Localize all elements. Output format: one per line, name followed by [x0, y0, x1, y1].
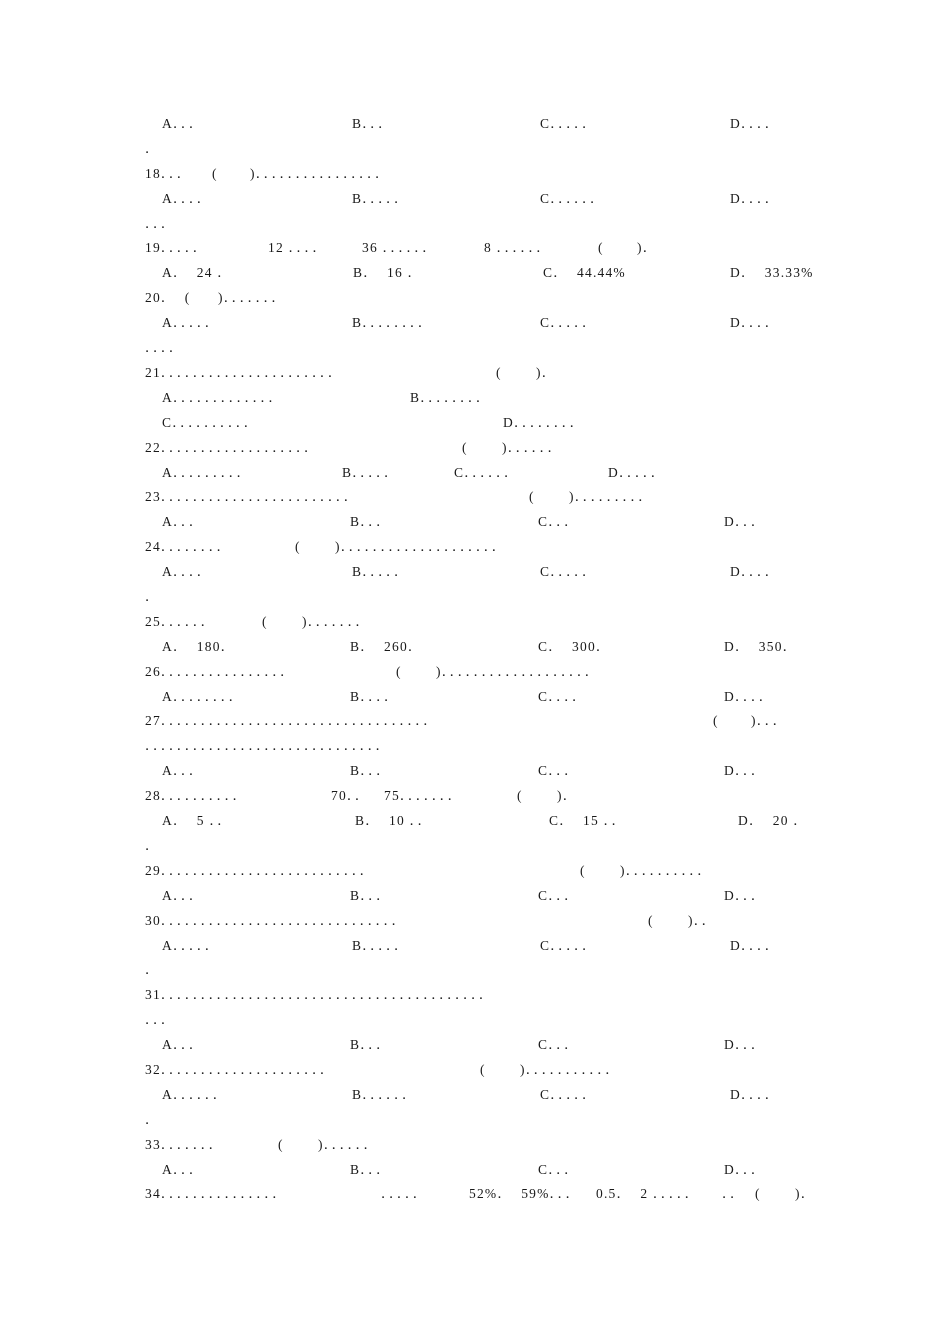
text-l44-cell-3: 0.5． 2 ．．．．．: [596, 1186, 700, 1201]
text-l24-cell-2: C．．．．: [538, 689, 587, 704]
text-l06-cell-1: 12 ．．．．: [268, 240, 328, 255]
text-l24-cell-3: D．．．．: [724, 689, 774, 704]
text-l43-cell-0: A．．．: [162, 1162, 204, 1177]
text-l11-cell-1: (: [496, 365, 502, 380]
text-l09-cell-3: D．．．．: [730, 315, 780, 330]
text-l44-cell-5: (: [755, 1186, 761, 1201]
text-l22-cell-1: B． 260．: [350, 639, 423, 654]
text-l34-cell-2: C．．．．．: [540, 938, 597, 953]
text-l18-cell-0: 24．．．．．．．．: [145, 539, 232, 554]
text-l04-cell-1: B．．．．．: [352, 191, 409, 206]
text-l31-cell-2: )．．．．．．．．．．: [620, 863, 712, 878]
text-l16-cell-1: (: [529, 489, 535, 504]
text-l22-cell-2: C． 300．: [538, 639, 611, 654]
text-l23-cell-0: 26．．．．．．．．．．．．．．．．: [145, 664, 295, 679]
text-l40-cell-1: B．．．．．．: [352, 1087, 417, 1102]
text-l01-cell-2: C．．．．．: [540, 116, 597, 131]
text-l07-cell-3: D． 33.33%: [730, 265, 814, 280]
text-l41-cell-0: ．: [145, 1112, 160, 1127]
text-l24-cell-0: A．．．．．．．．: [162, 689, 244, 704]
text-l19-cell-0: A．．．．: [162, 564, 212, 579]
text-l44-cell-0: 34．．．．．．．．．．．．．．．: [145, 1186, 287, 1201]
text-l25-cell-0: 27．．．．．．．．．．．．．．．．．．．．．．．．．．．．．．．．．．: [145, 713, 438, 728]
text-l44-cell-6: )．: [795, 1186, 816, 1201]
text-l14-cell-1: (: [462, 440, 468, 455]
text-l34-cell-0: A．．．．．: [162, 938, 220, 953]
text-l12-cell-0: A．．．．．．．．．．．．．: [162, 390, 284, 405]
text-l19-cell-2: C．．．．．: [540, 564, 597, 579]
text-l14-cell-2: )．．．．．．: [502, 440, 563, 455]
text-l40-cell-3: D．．．．: [730, 1087, 780, 1102]
text-l08-cell-1: )．．．．．．．: [218, 290, 287, 305]
text-l43-cell-3: D．．．: [724, 1162, 766, 1177]
text-l08-cell-0: 20． (: [145, 290, 191, 305]
text-l17-cell-3: D．．．: [724, 514, 766, 529]
text-l33-cell-0: 30．．．．．．．．．．．．．．．．．．．．．．．．．．．．．．: [145, 913, 407, 928]
text-l15-cell-1: B．．．．．: [342, 465, 399, 480]
text-l15-cell-3: D．．．．．: [608, 465, 666, 480]
text-l28-cell-2: 75．．．．．．．: [384, 788, 463, 803]
text-l07-cell-0: A． 24 ．: [162, 265, 232, 280]
text-l36-cell-0: 31．．．．．．．．．．．．．．．．．．．．．．．．．．．．．．．．．．．．．．．．．: [145, 987, 494, 1002]
text-l33-cell-2: )．．: [688, 913, 717, 928]
text-l37-cell-0: ．．．: [145, 1012, 176, 1027]
text-l38-cell-0: A．．．: [162, 1037, 204, 1052]
text-l09-cell-1: B．．．．．．．．: [352, 315, 433, 330]
text-l27-cell-1: B．．．: [350, 763, 391, 778]
text-l29-cell-2: C． 15 ．．: [549, 813, 627, 828]
text-l29-cell-0: A． 5 ．．: [162, 813, 232, 828]
text-l24-cell-1: B．．．．: [350, 689, 399, 704]
text-l32-cell-0: A．．．: [162, 888, 204, 903]
text-l06-cell-5: )．: [637, 240, 658, 255]
text-l34-cell-3: D．．．．: [730, 938, 780, 953]
text-l03-cell-1: (: [212, 166, 218, 181]
text-l04-cell-0: A．．．．: [162, 191, 212, 206]
text-l32-cell-3: D．．．: [724, 888, 766, 903]
text-l07-cell-1: B． 16 ．: [353, 265, 423, 280]
text-l28-cell-0: 28．．．．．．．．．．: [145, 788, 248, 803]
text-l16-cell-0: 23．．．．．．．．．．．．．．．．．．．．．．．．: [145, 489, 359, 504]
text-l06-cell-4: (: [598, 240, 604, 255]
text-l12-cell-1: B．．．．．．．．: [410, 390, 491, 405]
text-l20-cell-0: ．: [145, 589, 160, 604]
text-l42-cell-1: (: [278, 1137, 284, 1152]
text-l44-cell-4: ．．: [722, 1186, 745, 1201]
text-l42-cell-0: 33．．．．．．．: [145, 1137, 224, 1152]
text-l35-cell-0: ．: [145, 962, 160, 977]
text-l29-cell-1: B． 10 ．．: [355, 813, 433, 828]
text-l28-cell-3: (: [517, 788, 523, 803]
text-l42-cell-2: )．．．．．．: [318, 1137, 379, 1152]
text-l17-cell-2: C．．．: [538, 514, 579, 529]
text-l31-cell-0: 29．．．．．．．．．．．．．．．．．．．．．．．．．．: [145, 863, 375, 878]
text-l32-cell-1: B．．．: [350, 888, 391, 903]
text-l18-cell-1: (: [295, 539, 301, 554]
text-l11-cell-0: 21．．．．．．．．．．．．．．．．．．．．．．: [145, 365, 343, 380]
text-l30-cell-0: ．: [145, 838, 160, 853]
text-l38-cell-3: D．．．: [724, 1037, 766, 1052]
text-l17-cell-1: B．．．: [350, 514, 391, 529]
text-l19-cell-1: B．．．．．: [352, 564, 409, 579]
text-l18-cell-2: )．．．．．．．．．．．．．．．．．．．．: [335, 539, 507, 554]
text-l04-cell-3: D．．．．: [730, 191, 780, 206]
text-l10-cell-0: ．．．．: [145, 340, 184, 355]
text-l25-cell-2: )．．．: [751, 713, 788, 728]
text-l28-cell-4: )．: [557, 788, 578, 803]
text-l27-cell-0: A．．．: [162, 763, 204, 778]
text-l01-cell-1: B．．．: [352, 116, 393, 131]
text-l25-cell-1: (: [713, 713, 719, 728]
text-l26-cell-0: ．．．．．．．．．．．．．．．．．．．．．．．．．．．．．．: [145, 738, 391, 753]
text-l40-cell-2: C．．．．．: [540, 1087, 597, 1102]
text-l34-cell-1: B．．．．．: [352, 938, 409, 953]
text-l28-cell-1: 70．．: [331, 788, 370, 803]
text-l23-cell-2: )．．．．．．．．．．．．．．．．．．．: [436, 664, 600, 679]
text-l21-cell-0: 25．．．．．．: [145, 614, 216, 629]
text-l07-cell-2: C． 44.44%: [543, 265, 626, 280]
text-l44-cell-2: 52%． 59%．．．: [469, 1186, 581, 1201]
text-l15-cell-2: C．．．．．．: [454, 465, 519, 480]
text-l09-cell-2: C．．．．．: [540, 315, 597, 330]
text-l23-cell-1: (: [396, 664, 402, 679]
text-l29-cell-3: D． 20 ．: [738, 813, 808, 828]
text-l06-cell-3: 8 ．．．．．．: [484, 240, 551, 255]
text-l01-cell-3: D．．．．: [730, 116, 780, 131]
text-l05-cell-0: ．．．: [145, 216, 176, 231]
text-l06-cell-2: 36 ．．．．．．: [362, 240, 437, 255]
text-l06-cell-0: 19．．．．．: [145, 240, 208, 255]
text-l22-cell-3: D． 350．: [724, 639, 798, 654]
text-l43-cell-1: B．．．: [350, 1162, 391, 1177]
text-l03-cell-0: 18．．．: [145, 166, 192, 181]
text-l16-cell-2: )．．．．．．．．．: [569, 489, 653, 504]
text-l02-cell-0: ．: [145, 141, 160, 156]
text-l03-cell-2: )．．．．．．．．．．．．．．．．: [250, 166, 390, 181]
text-l44-cell-1: ．．．．．: [381, 1186, 428, 1201]
text-l38-cell-2: C．．．: [538, 1037, 579, 1052]
text-l31-cell-1: (: [580, 863, 586, 878]
text-l39-cell-2: )．．．．．．．．．．．: [520, 1062, 620, 1077]
text-l09-cell-0: A．．．．．: [162, 315, 220, 330]
text-l14-cell-0: 22．．．．．．．．．．．．．．．．．．．: [145, 440, 319, 455]
text-l13-cell-0: C．．．．．．．．．．: [162, 415, 259, 430]
text-l32-cell-2: C．．．: [538, 888, 579, 903]
text-l39-cell-1: (: [480, 1062, 486, 1077]
text-l43-cell-2: C．．．: [538, 1162, 579, 1177]
text-l04-cell-2: C．．．．．．: [540, 191, 605, 206]
text-l17-cell-0: A．．．: [162, 514, 204, 529]
text-l40-cell-0: A．．．．．．: [162, 1087, 228, 1102]
text-l22-cell-0: A． 180．: [162, 639, 236, 654]
text-l33-cell-1: (: [648, 913, 654, 928]
text-l38-cell-1: B．．．: [350, 1037, 391, 1052]
text-l39-cell-0: 32．．．．．．．．．．．．．．．．．．．．．: [145, 1062, 335, 1077]
text-l15-cell-0: A．．．．．．．．．: [162, 465, 252, 480]
text-l01-cell-0: A．．．: [162, 116, 204, 131]
text-l27-cell-3: D．．．: [724, 763, 766, 778]
text-l21-cell-1: (: [262, 614, 268, 629]
text-l13-cell-1: D．．．．．．．．: [503, 415, 585, 430]
text-l21-cell-2: )．．．．．．．: [302, 614, 371, 629]
text-l27-cell-2: C．．．: [538, 763, 579, 778]
text-l19-cell-3: D．．．．: [730, 564, 780, 579]
text-l11-cell-2: )．: [536, 365, 557, 380]
